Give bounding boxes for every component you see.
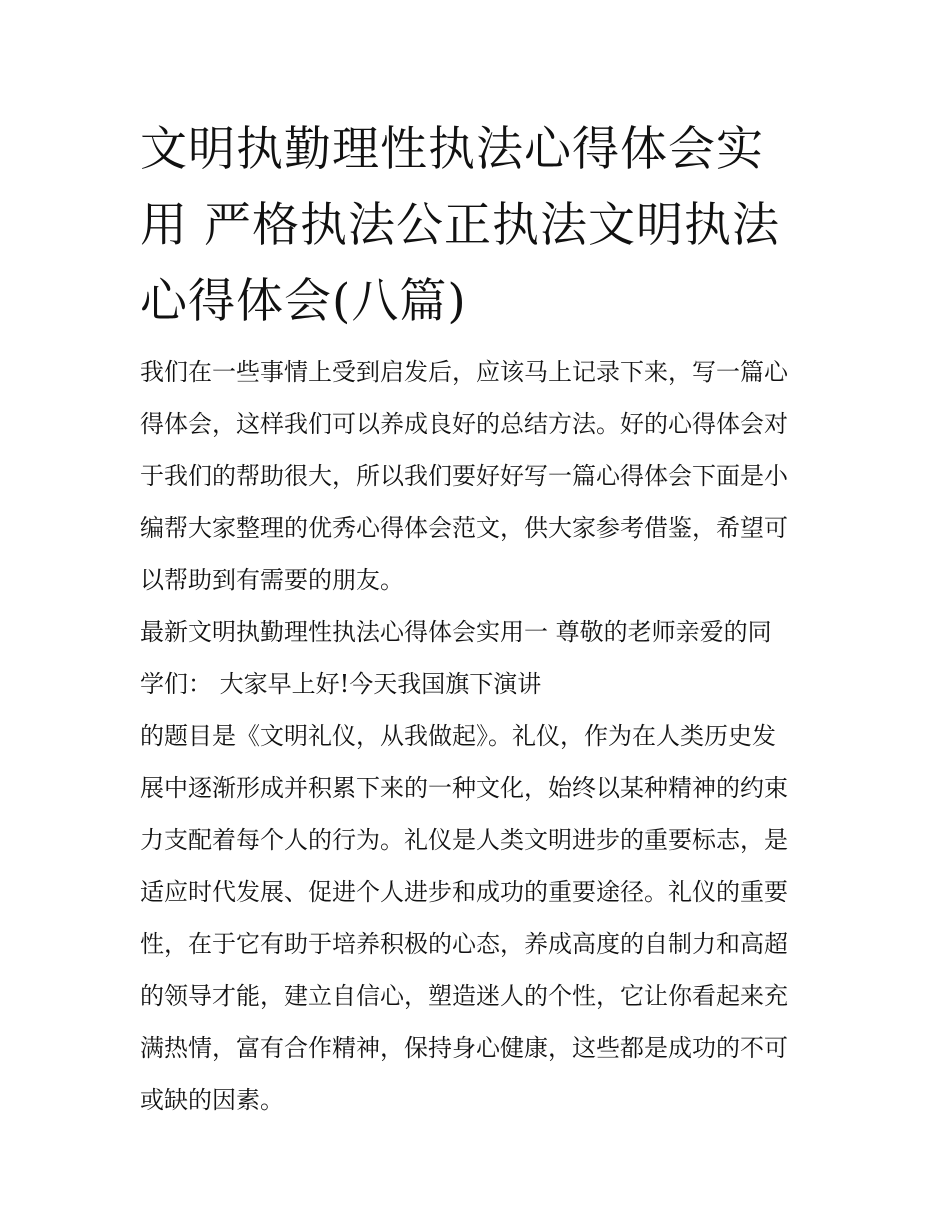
- paragraph-line: 性，在于它有助于培养积极的心态，养成高度的自制力和高超: [140, 930, 788, 958]
- title-line: 用 严格执法公正执法文明执法: [140, 198, 780, 253]
- document-title: [140, 112, 812, 340]
- document-body: [140, 346, 812, 1126]
- paragraph-line: 以帮助到有需要的朋友。: [140, 566, 404, 594]
- paragraph-line: 的领导才能，建立自信心，塑造迷人的个性，它让你看起来充: [140, 982, 788, 1010]
- paragraph-line: 我们在一些事情上受到启发后，应该马上记录下来，写一篇心: [140, 358, 788, 386]
- paragraph-line: 编帮大家整理的优秀心得体会范文，供大家参考借鉴，希望可: [140, 514, 788, 542]
- paragraph-line: 力支配着每个人的行为。礼仪是人类文明进步的重要标志，是: [140, 826, 788, 854]
- paragraph-line: 的题目是《文明礼仪，从我做起》。礼仪，作为在人类历史发: [140, 722, 776, 750]
- title-line: 文明执勤理性执法心得体会实: [140, 122, 764, 177]
- title-line: 心得体会(八篇): [140, 274, 467, 329]
- document-content: [140, 112, 812, 1126]
- speech-paragraph: [140, 710, 812, 1126]
- paragraph-line: 满热情，富有合作精神，保持身心健康，这些都是成功的不可: [140, 1034, 788, 1062]
- paragraph-line: 最新文明执勤理性执法心得体会实用一 尊敬的老师亲爱的同: [140, 618, 772, 646]
- paragraph-line: 得体会，这样我们可以养成良好的总结方法。好的心得体会对: [140, 410, 788, 438]
- section-heading-paragraph: [140, 606, 812, 710]
- intro-paragraph: [140, 346, 812, 606]
- paragraph-line: 或缺的因素。: [140, 1086, 284, 1114]
- paragraph-line: 学们： 大家早上好!今天我国旗下演讲: [140, 670, 542, 698]
- paragraph-line: 适应时代发展、促进个人进步和成功的重要途径。礼仪的重要: [140, 878, 788, 906]
- paragraph-line: 展中逐渐形成并积累下来的一种文化，始终以某种精神的约束: [140, 774, 788, 802]
- paragraph-line: 于我们的帮助很大，所以我们要好好写一篇心得体会下面是小: [140, 462, 788, 490]
